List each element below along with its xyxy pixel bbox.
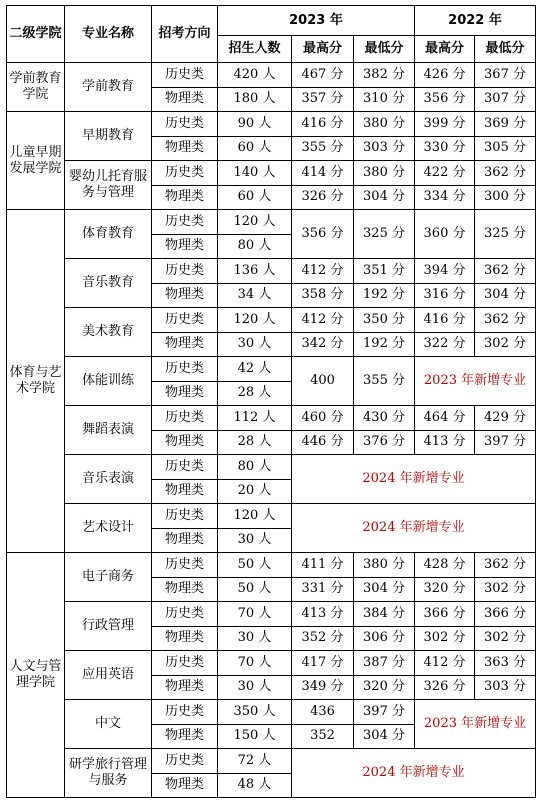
enroll-cell: 28 人 — [218, 430, 292, 455]
min-2022-cell: 304 分 — [475, 283, 536, 308]
table-row — [7, 602, 536, 627]
min-2022-cell: 363 分 — [475, 651, 536, 676]
table-row — [7, 112, 536, 137]
max-2022-cell: 356 分 — [415, 87, 475, 112]
major-cell: 体育教育 — [65, 210, 152, 259]
max-2022-cell: 412 分 — [415, 651, 475, 676]
direction-cell: 物理类 — [152, 283, 218, 308]
direction-cell: 历史类 — [152, 749, 218, 774]
header-min-2022: 最低分 — [475, 36, 536, 63]
enroll-cell: 180 人 — [218, 87, 292, 112]
min-2022-cell: 302 分 — [475, 626, 536, 651]
direction-cell: 物理类 — [152, 136, 218, 161]
table-row — [7, 357, 536, 382]
new-major-note: 2023 年新增专业 — [415, 700, 536, 749]
direction-cell: 历史类 — [152, 406, 218, 431]
header-year-2023: 2023 年 — [218, 6, 415, 36]
table-row — [7, 504, 536, 529]
min-2022-cell: 325 分 — [475, 210, 536, 259]
direction-cell: 物理类 — [152, 577, 218, 602]
max-2023-cell: 357 分 — [292, 87, 354, 112]
enroll-cell: 150 人 — [218, 724, 292, 749]
min-2023-cell: 303 分 — [354, 136, 415, 161]
max-2022-cell: 366 分 — [415, 602, 475, 627]
enroll-cell: 42 人 — [218, 357, 292, 382]
max-2023-cell: 356 分 — [292, 210, 354, 259]
major-cell: 中文 — [65, 700, 152, 749]
major-cell: 学前教育 — [65, 63, 152, 112]
college-cell: 人文与管理学院 — [7, 553, 65, 798]
header-direction: 招考方向 — [152, 6, 218, 63]
max-2023-cell: 331 分 — [292, 577, 354, 602]
min-2022-cell: 367 分 — [475, 63, 536, 88]
enroll-cell: 50 人 — [218, 553, 292, 578]
major-cell: 体能训练 — [65, 357, 152, 406]
direction-cell: 历史类 — [152, 112, 218, 137]
min-2023-cell: 192 分 — [354, 283, 415, 308]
enroll-cell: 70 人 — [218, 602, 292, 627]
header-college: 二级学院 — [7, 6, 65, 63]
max-2023-cell: 349 分 — [292, 675, 354, 700]
enroll-cell: 48 人 — [218, 773, 292, 798]
table-row — [7, 406, 536, 431]
direction-cell: 物理类 — [152, 332, 218, 357]
college-cell: 体育与艺术学院 — [7, 210, 65, 553]
direction-cell: 历史类 — [152, 161, 218, 186]
table-row — [7, 455, 536, 480]
max-2022-cell: 316 分 — [415, 283, 475, 308]
min-2022-cell: 362 分 — [475, 259, 536, 284]
direction-cell: 历史类 — [152, 357, 218, 382]
direction-cell: 历史类 — [152, 651, 218, 676]
enroll-cell: 60 人 — [218, 136, 292, 161]
max-2023-cell: 467 分 — [292, 63, 354, 88]
min-2022-cell: 302 分 — [475, 577, 536, 602]
direction-cell: 物理类 — [152, 234, 218, 259]
major-cell: 音乐表演 — [65, 455, 152, 504]
max-2023-cell: 400 — [292, 357, 354, 406]
max-2022-cell: 360 分 — [415, 210, 475, 259]
min-2022-cell: 362 分 — [475, 553, 536, 578]
major-cell: 音乐教育 — [65, 259, 152, 308]
direction-cell: 物理类 — [152, 675, 218, 700]
major-cell: 婴幼儿托育服务与管理 — [65, 161, 152, 210]
enroll-cell: 140 人 — [218, 161, 292, 186]
header-max-2023: 最高分 — [292, 36, 354, 63]
min-2022-cell: 429 分 — [475, 406, 536, 431]
min-2022-cell: 369 分 — [475, 112, 536, 137]
header-year-2022: 2022 年 — [415, 6, 536, 36]
min-2022-cell: 366 分 — [475, 602, 536, 627]
new-major-note: 2024 年新增专业 — [292, 749, 536, 798]
min-2023-cell: 380 分 — [354, 161, 415, 186]
min-2023-cell: 304 分 — [354, 724, 415, 749]
enroll-cell: 34 人 — [218, 283, 292, 308]
admission-score-table — [6, 5, 536, 798]
enroll-cell: 120 人 — [218, 308, 292, 333]
direction-cell: 历史类 — [152, 602, 218, 627]
min-2023-cell: 387 分 — [354, 651, 415, 676]
enroll-cell: 136 人 — [218, 259, 292, 284]
min-2023-cell: 306 分 — [354, 626, 415, 651]
min-2023-cell: 397 分 — [354, 700, 415, 725]
max-2022-cell: 464 分 — [415, 406, 475, 431]
enroll-cell: 80 人 — [218, 455, 292, 480]
max-2023-cell: 326 分 — [292, 185, 354, 210]
enroll-cell: 20 人 — [218, 479, 292, 504]
direction-cell: 物理类 — [152, 87, 218, 112]
direction-cell: 历史类 — [152, 259, 218, 284]
max-2023-cell: 342 分 — [292, 332, 354, 357]
enroll-cell: 28 人 — [218, 381, 292, 406]
enroll-cell: 112 人 — [218, 406, 292, 431]
enroll-cell: 60 人 — [218, 185, 292, 210]
min-2023-cell: 350 分 — [354, 308, 415, 333]
min-2022-cell: 300 分 — [475, 185, 536, 210]
major-cell: 电子商务 — [65, 553, 152, 602]
max-2022-cell: 326 分 — [415, 675, 475, 700]
max-2022-cell: 422 分 — [415, 161, 475, 186]
direction-cell: 历史类 — [152, 700, 218, 725]
major-cell: 研学旅行管理与服务 — [65, 749, 152, 798]
direction-cell: 历史类 — [152, 553, 218, 578]
enroll-cell: 72 人 — [218, 749, 292, 774]
table-row — [7, 749, 536, 774]
min-2022-cell: 303 分 — [475, 675, 536, 700]
direction-cell: 历史类 — [152, 210, 218, 235]
direction-cell: 历史类 — [152, 504, 218, 529]
max-2022-cell: 416 分 — [415, 308, 475, 333]
min-2022-cell: 307 分 — [475, 87, 536, 112]
max-2022-cell: 320 分 — [415, 577, 475, 602]
max-2023-cell: 413 分 — [292, 602, 354, 627]
new-major-note: 2024 年新增专业 — [292, 455, 536, 504]
enroll-cell: 70 人 — [218, 651, 292, 676]
min-2023-cell: 304 分 — [354, 185, 415, 210]
new-major-note: 2024 年新增专业 — [292, 504, 536, 553]
min-2023-cell: 320 分 — [354, 675, 415, 700]
enroll-cell: 120 人 — [218, 210, 292, 235]
min-2023-cell: 192 分 — [354, 332, 415, 357]
enroll-cell: 30 人 — [218, 528, 292, 553]
max-2023-cell: 412 分 — [292, 308, 354, 333]
max-2022-cell: 302 分 — [415, 626, 475, 651]
direction-cell: 历史类 — [152, 308, 218, 333]
major-cell: 艺术设计 — [65, 504, 152, 553]
max-2023-cell: 352 — [292, 724, 354, 749]
min-2022-cell: 302 分 — [475, 332, 536, 357]
min-2023-cell: 384 分 — [354, 602, 415, 627]
min-2023-cell: 355 分 — [354, 357, 415, 406]
direction-cell: 物理类 — [152, 430, 218, 455]
max-2022-cell: 330 分 — [415, 136, 475, 161]
min-2022-cell: 305 分 — [475, 136, 536, 161]
header-min-2023: 最低分 — [354, 36, 415, 63]
direction-cell: 物理类 — [152, 724, 218, 749]
enroll-cell: 80 人 — [218, 234, 292, 259]
min-2022-cell: 362 分 — [475, 161, 536, 186]
direction-cell: 物理类 — [152, 773, 218, 798]
enroll-cell: 120 人 — [218, 504, 292, 529]
min-2023-cell: 325 分 — [354, 210, 415, 259]
max-2022-cell: 334 分 — [415, 185, 475, 210]
min-2023-cell: 351 分 — [354, 259, 415, 284]
enroll-cell: 90 人 — [218, 112, 292, 137]
max-2023-cell: 416 分 — [292, 112, 354, 137]
table-row — [7, 308, 536, 333]
max-2022-cell: 428 分 — [415, 553, 475, 578]
table-row — [7, 210, 536, 235]
header-major: 专业名称 — [65, 6, 152, 63]
max-2022-cell: 426 分 — [415, 63, 475, 88]
enroll-cell: 30 人 — [218, 675, 292, 700]
table-row — [7, 259, 536, 284]
major-cell: 早期教育 — [65, 112, 152, 161]
max-2023-cell: 460 分 — [292, 406, 354, 431]
table-row — [7, 553, 536, 578]
min-2023-cell: 380 分 — [354, 112, 415, 137]
max-2023-cell: 358 分 — [292, 283, 354, 308]
max-2022-cell: 322 分 — [415, 332, 475, 357]
min-2023-cell: 310 分 — [354, 87, 415, 112]
direction-cell: 物理类 — [152, 381, 218, 406]
new-major-note: 2023 年新增专业 — [415, 357, 536, 406]
major-cell: 行政管理 — [65, 602, 152, 651]
max-2022-cell: 413 分 — [415, 430, 475, 455]
max-2023-cell: 352 分 — [292, 626, 354, 651]
major-cell: 舞蹈表演 — [65, 406, 152, 455]
table-row — [7, 63, 536, 88]
direction-cell: 物理类 — [152, 626, 218, 651]
college-cell: 儿童早期发展学院 — [7, 112, 65, 210]
min-2022-cell: 397 分 — [475, 430, 536, 455]
max-2023-cell: 412 分 — [292, 259, 354, 284]
max-2022-cell: 399 分 — [415, 112, 475, 137]
enroll-cell: 350 人 — [218, 700, 292, 725]
college-cell: 学前教育学院 — [7, 63, 65, 112]
max-2023-cell: 411 分 — [292, 553, 354, 578]
direction-cell: 物理类 — [152, 185, 218, 210]
major-cell: 应用英语 — [65, 651, 152, 700]
table-row — [7, 651, 536, 676]
min-2023-cell: 376 分 — [354, 430, 415, 455]
enroll-cell: 30 人 — [218, 626, 292, 651]
max-2022-cell: 394 分 — [415, 259, 475, 284]
min-2023-cell: 380 分 — [354, 553, 415, 578]
direction-cell: 物理类 — [152, 528, 218, 553]
enroll-cell: 30 人 — [218, 332, 292, 357]
min-2022-cell: 362 分 — [475, 308, 536, 333]
direction-cell: 历史类 — [152, 63, 218, 88]
max-2023-cell: 414 分 — [292, 161, 354, 186]
max-2023-cell: 446 分 — [292, 430, 354, 455]
direction-cell: 历史类 — [152, 455, 218, 480]
enroll-cell: 50 人 — [218, 577, 292, 602]
table-row — [7, 700, 536, 725]
table-row — [7, 161, 536, 186]
max-2023-cell: 436 — [292, 700, 354, 725]
max-2023-cell: 355 分 — [292, 136, 354, 161]
major-cell: 美术教育 — [65, 308, 152, 357]
max-2023-cell: 417 分 — [292, 651, 354, 676]
min-2023-cell: 304 分 — [354, 577, 415, 602]
header-enroll: 招生人数 — [218, 36, 292, 63]
min-2023-cell: 430 分 — [354, 406, 415, 431]
header-max-2022: 最高分 — [415, 36, 475, 63]
enroll-cell: 420 人 — [218, 63, 292, 88]
min-2023-cell: 382 分 — [354, 63, 415, 88]
direction-cell: 物理类 — [152, 479, 218, 504]
